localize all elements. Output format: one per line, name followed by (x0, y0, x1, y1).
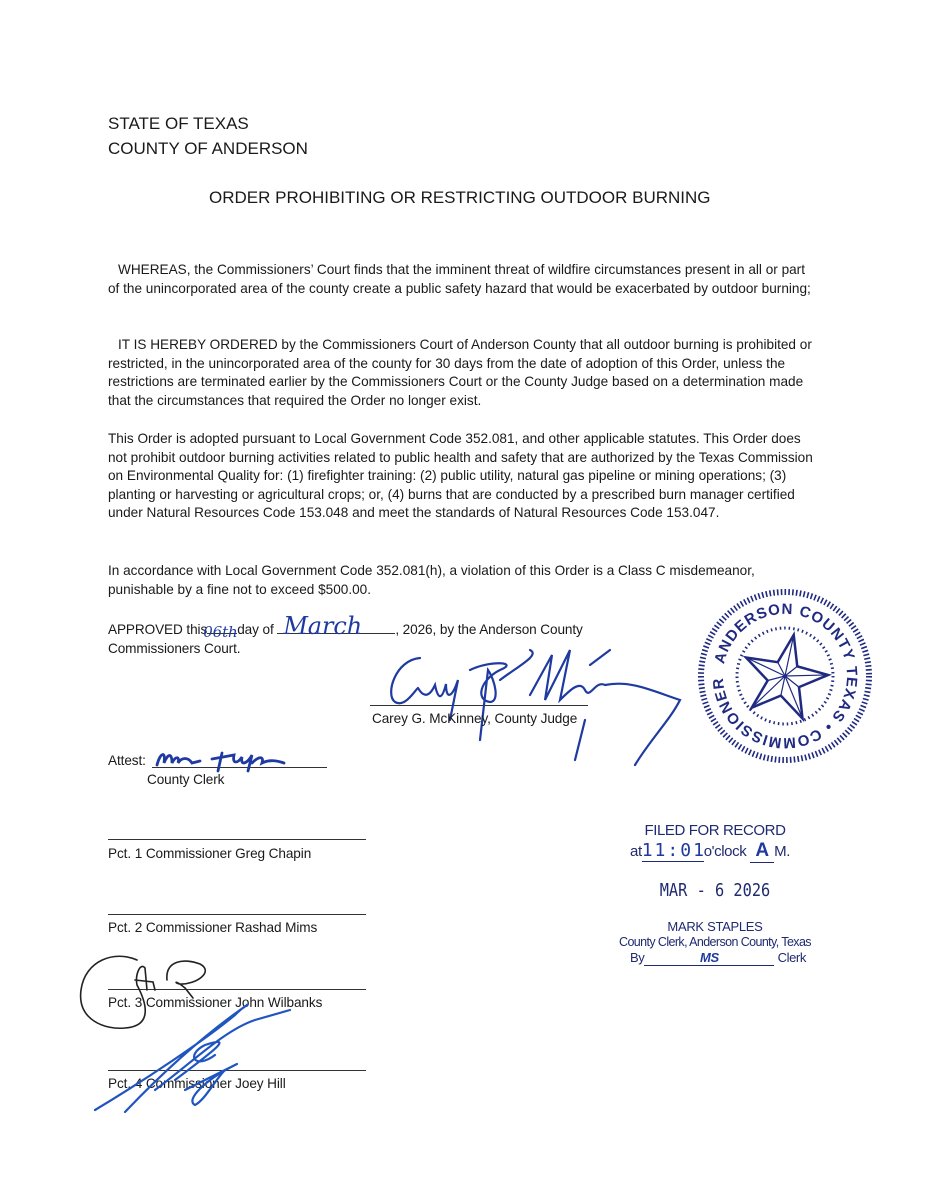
filed-clerk-suffix: Clerk (777, 950, 806, 965)
filed-by-blank (644, 950, 774, 966)
approval-day-blank (203, 623, 238, 641)
filed-ampm-handwritten: A (755, 840, 769, 861)
state-heading: STATE OF TEXAS (108, 114, 249, 133)
filed-stamp-time-line (630, 840, 790, 863)
filed-clerk-name: MARK STAPLES (667, 919, 763, 934)
county-heading: COUNTY OF ANDERSON (108, 139, 308, 158)
approval-day-of: day of (237, 622, 274, 637)
approval-prefix: APPROVED this (108, 622, 208, 637)
pct2-commissioner-label: Pct. 2 Commissioner Rashad Mims (108, 920, 318, 935)
pct3-commissioner-label: Pct. 3 Commissioner John Wilbanks (108, 995, 323, 1010)
filed-time-handwritten: 11:01 (641, 840, 706, 861)
adopted-paragraph: This Order is adopted pursuant to Local Government Code 352.081, and other applicable statutes. This Order does not prohibit outdoor burning activities related to public health and safety that are authorized by the Texas Commission on Environmental Quality for: (1) firefighter training: (2) public utility, natural gas pipeline or mining operations; (3) planting or harvesting or agricultural crops; or, (4) burns that are conducted by a prescribed burn manager certified under Natural Resources Code 153.048 and meet the standards of Natural Resources Code 153.047. (108, 431, 813, 521)
pct4-commissioner-label: Pct. 4 Commissioner Joey Hill (108, 1076, 286, 1091)
approval-month-handwritten: March (283, 612, 363, 640)
filed-oclock-label: o'clock (703, 843, 747, 860)
pct2-signature-line (108, 914, 366, 915)
filed-stamp-heading: FILED FOR RECORD (644, 822, 786, 839)
pct1-signature-line (108, 839, 366, 840)
pct4-signature-icon (85, 990, 305, 1120)
filed-by-line (630, 950, 806, 966)
document-title: ORDER PROHIBITING OR RESTRICTING OUTDOOR BURNING (209, 188, 711, 207)
filed-time-blank (642, 840, 704, 862)
filed-by-label: By (630, 950, 645, 965)
approval-line-2: Commissioners Court. (108, 641, 241, 656)
approval-month-blank (277, 612, 395, 640)
filed-m-label: M. (774, 843, 790, 860)
filed-by-initials: MS (700, 950, 719, 965)
ordered-paragraph: IT IS HEREBY ORDERED by the Commissioners Court of Anderson County that all outdoor burning is prohibited or restricted, in the unincorporated area of the county for 30 days from the date of adoption of this Order, unless the restrictions are terminated earlier by the Commissioners Court or the County Judge based on a determination made that the circumstances that required the Order no longer exist. (108, 337, 812, 408)
filed-clerk-title: County Clerk, Anderson County, Texas (619, 935, 811, 949)
commissioners-court-seal-icon (690, 575, 873, 764)
attest-title: County Clerk (147, 772, 225, 787)
attest-label: Attest: (108, 753, 146, 768)
approval-suffix: , 2026, by the Anderson County (395, 622, 583, 637)
whereas-paragraph: WHEREAS, the Commissioners’ Court finds that the imminent threat of wildfire circumstances present in all or part of the unincorporated area of the county create a public safety hazard that would be exacerbated by outdoor burning; (108, 262, 811, 296)
penalty-paragraph: In accordance with Local Government Code 352.081(h), a violation of this Order is a Class C misdemeanor, punishable by a fine not to exceed $500.00. (108, 563, 755, 597)
filed-date: MAR - 6 2026 (659, 880, 771, 901)
pct1-commissioner-label: Pct. 1 Commissioner Greg Chapin (108, 846, 312, 861)
filed-ampm-blank (750, 840, 774, 863)
approval-line (108, 612, 583, 641)
judge-label: Carey G. McKinney, County Judge (372, 711, 578, 726)
svg-text:ANDERSON COUNTY TEXAS • COMMIS: ANDERSON COUNTY TEXAS • COMMISSIONERS COURT, (690, 575, 861, 752)
judge-signature-icon (380, 640, 680, 770)
approval-day-handwritten: 06th (203, 623, 238, 641)
filed-at-label: at (630, 843, 642, 860)
